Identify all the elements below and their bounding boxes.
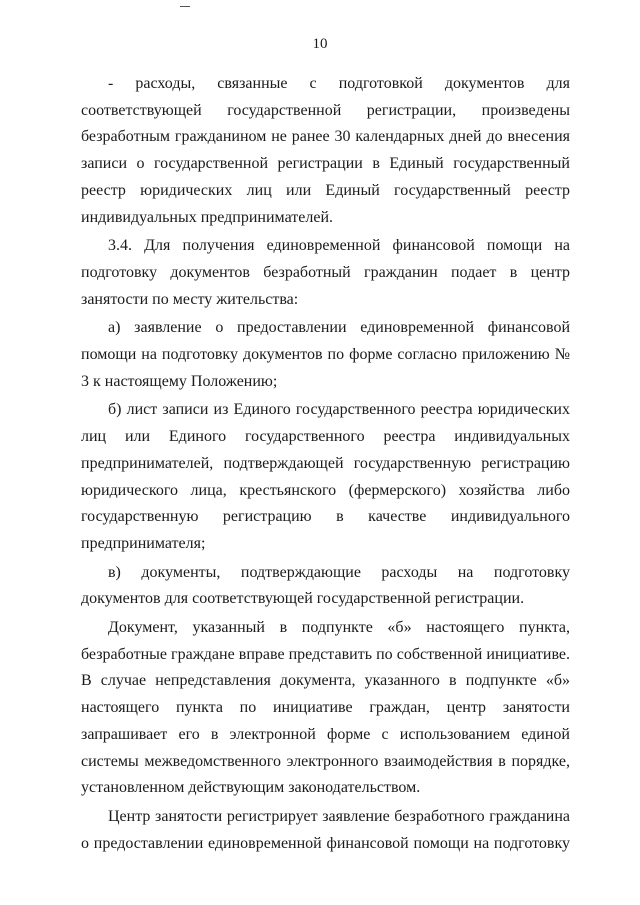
paragraph-3-4: 3.4. Для получения единовременной финансовой помощи на подготовку документов безработный гражданин подает в центр занятости по месту жительства: (81, 237, 570, 308)
document-body (81, 71, 570, 857)
paragraph-item-b: б) лист записи из Единого государственного реестра юридических лиц или Единого государственного реестра индивидуальных предпринимателей, подтверждающей государственную регистрацию юридического лица, крестьянского (фермерского) хозяйства либо государственную регистрацию в качестве индивидуального предпринимателя; (81, 401, 570, 552)
page-number: 10 (312, 36, 328, 52)
paragraph-document-initiative: Документ, указанный в подпункте «б» настоящего пункта, безработные граждане вправе представить по собственной инициативе. В случае непредставления документа, указанного в подпункте «б» настоящего пункта по инициативе граждан, центр занятости запрашивает его в электронной форме с использованием единой системы межведомственного электронного взаимодействия в порядке, установленном действующим законодательством. (81, 619, 570, 797)
paragraph-item-v: в) документы, подтверждающие расходы на подготовку документов для соответствующей государственной регистрации. (81, 563, 570, 608)
scan-mark (180, 6, 190, 7)
paragraph-expenses-condition: - расходы, связанные с подготовкой документов для соответствующей государственной регистрации, произведены безработным гражданином не ранее 30 календарных дней до внесения записи о государственной регистрации в Единый государственный реестр юридических лиц или Единый государственный реестр индивидуальных предпринимателей. (81, 75, 570, 226)
paragraph-registration: Центр занятости регистрирует заявление безработного гражданина о предоставлении единовременной финансовой помощи на подготовку (81, 807, 570, 852)
paragraph-item-a: а) заявление о предоставлении единовременной финансовой помощи на подготовку документов по форме согласно приложению № 3 к настоящему Положению; (81, 319, 570, 390)
